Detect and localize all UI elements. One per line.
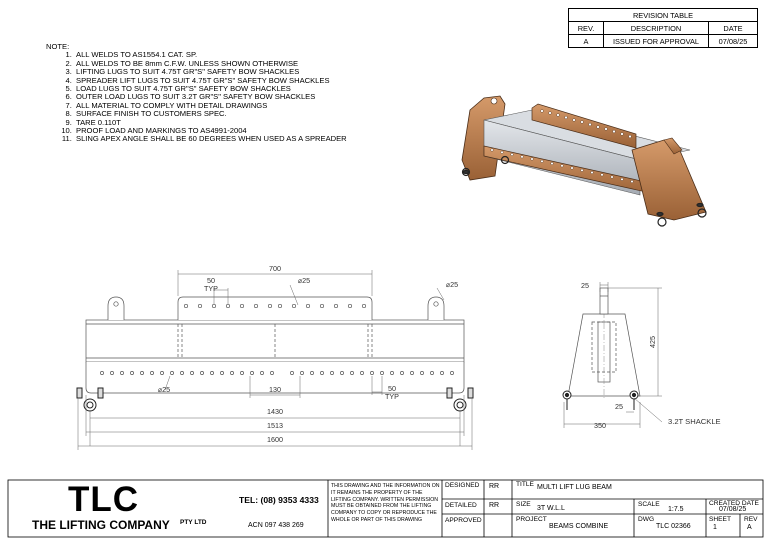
rev-cell-date: 07/08/25	[709, 35, 758, 48]
side-dim-25-bottom: 25	[615, 402, 623, 411]
isometric-view	[462, 96, 706, 226]
side-view	[563, 282, 662, 428]
created-date-label: CREATED DATE	[709, 500, 759, 507]
created-date-value: 07/08/25	[719, 506, 747, 513]
dwg-label: DWG	[638, 516, 655, 523]
company-logo: TLC	[68, 480, 140, 519]
size-label: SIZE	[516, 501, 531, 508]
front-top-lug-plate	[178, 297, 372, 320]
detailed-value: RR	[489, 502, 500, 509]
title-label: TITLE	[516, 481, 534, 488]
scale-value: 1:7.5	[668, 506, 684, 513]
dim-700: 700	[269, 264, 281, 273]
front-right-end-lug	[428, 297, 444, 320]
dim-typ-top: TYP	[204, 284, 218, 293]
note-item: 10. PROOF LOAD AND MARKINGS TO AS4991-2004	[74, 127, 347, 135]
dim-typ-bottom: TYP	[385, 392, 399, 401]
iso-right-end-plate	[632, 140, 706, 220]
designed-value: RR	[489, 483, 500, 490]
note-item: 8. SURFACE FINISH TO CUSTOMERS SPEC.	[74, 110, 347, 118]
side-dim-425: 425	[648, 336, 657, 348]
project-value: BEAMS COMBINE	[549, 523, 609, 530]
sheet-value: 1	[713, 524, 717, 531]
rev-value: A	[747, 524, 752, 531]
scale-label: SCALE	[638, 501, 660, 508]
notes-heading: NOTE:	[46, 42, 70, 51]
designed-label: DESIGNED	[445, 482, 480, 489]
side-dim-25-top: 25	[581, 281, 589, 290]
rev-header-rev: REV.	[569, 22, 604, 35]
approved-label: APPROVED	[445, 517, 482, 524]
note-item: 2. ALL WELDS TO BE 8mm C.F.W. UNLESS SHOWN OTHERWISE	[74, 60, 347, 68]
note-item: 11. SLING APEX ANGLE SHALL BE 60 DEGREES WHEN USED AS A SPREADER	[74, 135, 347, 143]
company-name: THE LIFTING COMPANY	[32, 518, 170, 532]
dim-50-top: 50	[207, 276, 215, 285]
shackle-callout: 3.2T SHACKLE	[668, 417, 721, 426]
note-item: 9. TARE 0.110T	[74, 119, 347, 127]
iso-left-lug-hole	[491, 98, 497, 104]
revision-table-title: REVISION TABLE	[569, 9, 758, 22]
detailed-label: DETAILED	[445, 502, 477, 509]
side-top-lug	[600, 288, 608, 314]
company-phone: TEL: (08) 9353 4333	[239, 495, 319, 505]
sheet-label: SHEET	[709, 516, 731, 523]
note-item: 6. OUTER LOAD LUGS TO SUIT 3.2T GR"S" SAFETY BOW SHACKLES	[74, 93, 347, 101]
copyright-disclaimer: THIS DRAWING AND THE INFORMATION ON IT REMAINS THE PROPERTY OF THE LIFTING COMPANY. WRITTEN PERMISSION MUST BE OBTAINED FROM THE LIFTING COMPANY TO COPY OR REPRODUCE THE WHOLE OR PART OF THIS DRAWING	[331, 483, 440, 523]
rev-label: REV	[744, 516, 758, 523]
note-item: 1. ALL WELDS TO AS1554.1 CAT. SP.	[74, 51, 347, 59]
note-item: 5. LOAD LUGS TO SUIT 4.75T GR"S" SAFETY BOW SHACKLES	[74, 85, 347, 93]
company-acn: ACN 097 438 269	[248, 522, 304, 529]
note-item: 3. LIFTING LUGS TO SUIT 4.75T GR"S" SAFETY BOW SHACKLES	[74, 68, 347, 76]
rev-cell-rev: A	[569, 35, 604, 48]
size-value: 3T W.L.L	[537, 505, 565, 512]
dim-130: 130	[269, 385, 281, 394]
rev-header-description: DESCRIPTION	[604, 22, 709, 35]
company-pty: PTY LTD	[180, 519, 207, 526]
drawing-title: MULTI LIFT LUG BEAM	[537, 484, 612, 491]
dim-1430: 1430	[267, 407, 283, 416]
dwg-number: TLC 02366	[656, 523, 691, 530]
project-label: PROJECT	[516, 516, 547, 523]
note-item: 4. SPREADER LIFT LUGS TO SUIT 4.75T GR"S" SAFETY BOW SHACKLES	[74, 77, 347, 85]
rev-cell-description: ISSUED FOR APPROVAL	[604, 35, 709, 48]
dim-50-bottom: 50	[388, 384, 396, 393]
dim-hole-bottom: ⌀25	[157, 385, 171, 394]
dim-hole-lug: ⌀25	[445, 280, 459, 289]
dim-1600: 1600	[267, 435, 283, 444]
side-dim-350: 350	[594, 421, 606, 430]
dim-hole-top: ⌀25	[297, 276, 311, 285]
rev-header-date: DATE	[709, 22, 758, 35]
dim-1513: 1513	[267, 421, 283, 430]
note-item: 7. ALL MATERIAL TO COMPLY WITH DETAIL DRAWINGS	[74, 102, 347, 110]
front-left-end-lug	[108, 297, 124, 320]
